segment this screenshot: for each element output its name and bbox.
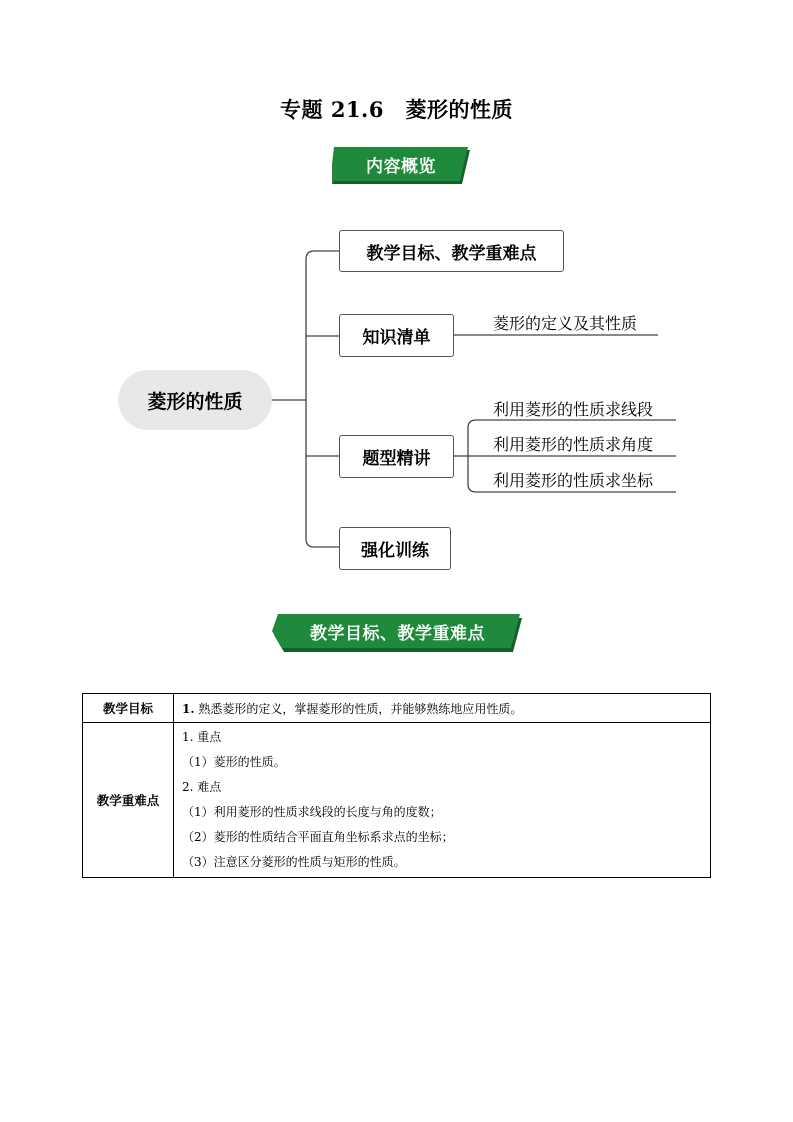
key-points-label: 教学重难点 — [83, 723, 174, 878]
goals-banner — [270, 614, 525, 652]
table-row — [83, 694, 711, 723]
branch-knowledge-list: 知识清单 — [339, 314, 454, 357]
key-point-line: （2）菱形的性质结合平面直角坐标系求点的坐标； — [182, 830, 454, 844]
goals-banner-label: 教学目标、教学重难点 — [310, 623, 485, 644]
leaf-coordinate: 利用菱形的性质求坐标 — [493, 471, 654, 490]
goals-text: 熟悉菱形的定义，掌握菱形的性质，并能够熟练地应用性质。 — [194, 701, 523, 716]
key-point-line: 1. 重点 — [182, 730, 222, 744]
table-row — [83, 723, 711, 878]
key-point-line: （1）菱形的性质。 — [182, 755, 286, 769]
branch-teaching-goals: 教学目标、教学重难点 — [339, 230, 564, 272]
page-title: 专题 21.6 菱形的性质 — [280, 97, 513, 122]
overview-banner-label: 内容概览 — [366, 156, 436, 177]
branch-question-types: 题型精讲 — [339, 435, 454, 478]
key-point-line: 2. 难点 — [182, 780, 222, 794]
branch-practice: 强化训练 — [339, 527, 451, 570]
key-points-content — [174, 723, 711, 878]
key-point-line: （3）注意区分菱形的性质与矩形的性质。 — [182, 855, 406, 869]
key-point-line: （1）利用菱形的性质求线段的长度与角的度数； — [182, 805, 442, 819]
overview-banner — [332, 147, 470, 185]
leaf-segment: 利用菱形的性质求线段 — [493, 400, 654, 419]
goals-content — [174, 694, 711, 723]
leaf-definition: 菱形的定义及其性质 — [493, 314, 638, 333]
goals-number: 1. — [182, 701, 195, 716]
mind-map — [0, 215, 793, 585]
mind-map-root: 菱形的性质 — [118, 370, 272, 430]
goals-label: 教学目标 — [83, 694, 174, 723]
leaf-angle: 利用菱形的性质求角度 — [493, 435, 654, 454]
teaching-goals-table — [82, 693, 711, 878]
